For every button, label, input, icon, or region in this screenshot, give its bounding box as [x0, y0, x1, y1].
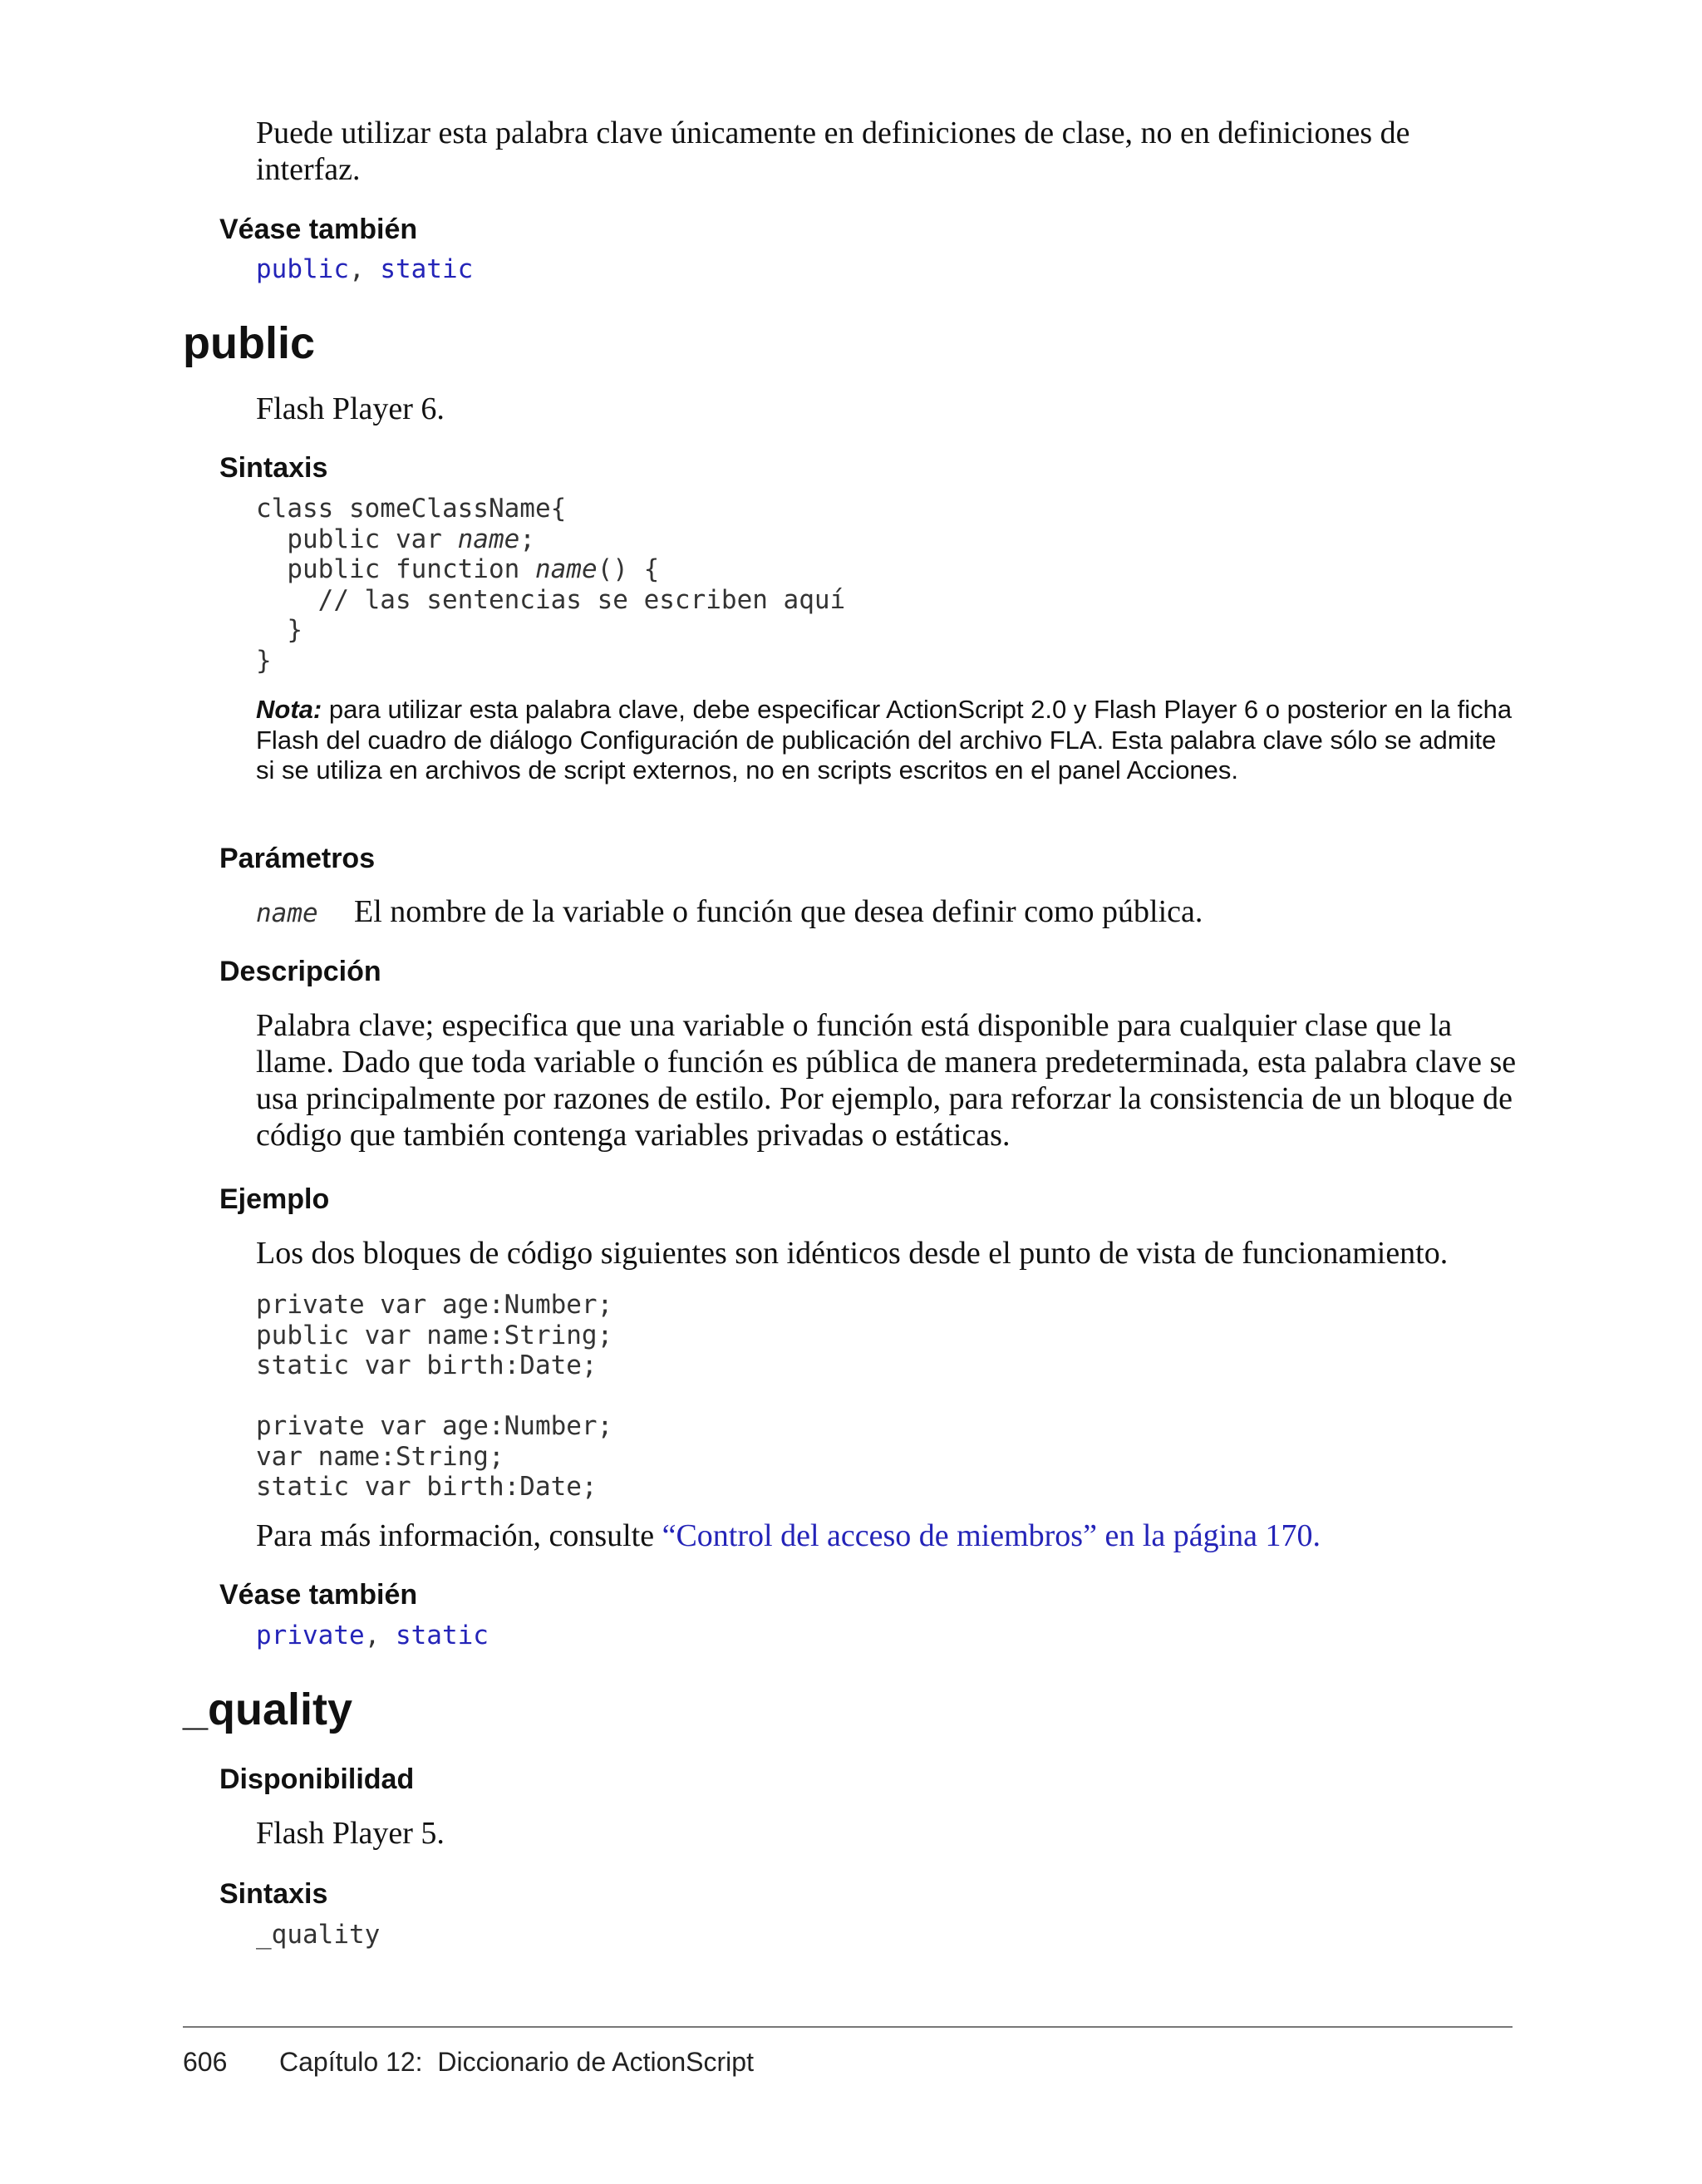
see-also-heading-2: Véase también — [219, 1579, 418, 1611]
public-syntax-code — [256, 494, 845, 676]
quality-syntax-code: _quality — [256, 1920, 381, 1950]
more-info-link[interactable]: “Control del acceso de miembros” en la página 170 — [662, 1518, 1313, 1553]
see-also-separator: , — [348, 254, 381, 284]
code-line: public function name() { — [256, 554, 660, 584]
description-heading: Descripción — [219, 956, 381, 987]
note-label: Nota: — [256, 695, 322, 724]
description-paragraph: Palabra clave; especifica que una variable o función está disponible para cualquier clase que la llame. Dado que toda variable o función es pública de manera predeterminada, esta palabra clave se usa principalmente por razones de estilo. Por ejemplo, para reforzar la consistencia de un bloque de código que también contenga variables privadas o estáticas. — [256, 1008, 1517, 1153]
more-info-paragraph — [256, 1517, 1519, 1554]
quality-availability: Flash Player 5. — [256, 1816, 445, 1851]
note-text: para utilizar esta palabra clave, debe especificar ActionScript 2.0 y Flash Player 6 o posterior en la ficha Flash del cuadro de diálogo Configuración de publicación del archivo FLA. Esta palabra clave sólo se admite si se utiliza en archivos de script externos, no en scripts escritos en el panel Acciones. — [256, 695, 1513, 785]
public-availability: Flash Player 6. — [256, 391, 445, 426]
example-heading: Ejemplo — [219, 1183, 330, 1215]
note-paragraph — [256, 695, 1519, 786]
footer-rule — [183, 2026, 1513, 2028]
link-static[interactable]: static — [380, 254, 474, 284]
see-also-heading-1: Véase también — [219, 214, 418, 245]
section-title-quality: _quality — [183, 1685, 353, 1734]
code-param-name: name — [457, 524, 520, 554]
intro-paragraph: Puede utilizar esta palabra clave únicamente en definiciones de clase, no en definiciones de interfaz. — [256, 116, 1410, 187]
example-code-block-1: private var age:Number; public var name:String; static var birth:Date; — [256, 1290, 613, 1380]
see-also-links-1 — [256, 254, 473, 284]
example-intro: Los dos bloques de código siguientes son idénticos desde el punto de vista de funcionamiento. — [256, 1236, 1449, 1271]
chapter-title: Capítulo 12: Diccionario de ActionScript — [279, 2047, 754, 2077]
parameter-description: El nombre de la variable o función que desea definir como pública. — [354, 894, 1203, 929]
parameter-name: name — [256, 898, 318, 928]
link-public[interactable]: public — [256, 254, 349, 284]
code-line: // las sentencias se escriben aquí — [256, 584, 846, 615]
see-also-separator: , — [364, 1621, 396, 1650]
quality-syntax-heading: Sintaxis — [219, 1878, 328, 1910]
code-line: class someClassName{ — [256, 494, 567, 524]
code-param-name: name — [534, 554, 598, 584]
more-info-prefix: Para más información, consulte — [256, 1518, 662, 1553]
link-private[interactable]: private — [256, 1621, 365, 1650]
page-number: 606 — [183, 2047, 228, 2077]
link-static[interactable]: static — [395, 1621, 489, 1650]
availability-heading: Disponibilidad — [219, 1763, 415, 1795]
public-syntax-heading: Sintaxis — [219, 452, 328, 484]
section-title-public: public — [183, 318, 315, 368]
code-line: public var name; — [256, 524, 535, 554]
parameters-heading: Parámetros — [219, 843, 376, 874]
code-line: } — [256, 645, 272, 676]
more-info-suffix: . — [1312, 1518, 1321, 1553]
code-line: } — [256, 615, 303, 645]
example-code-block-2: private var age:Number; var name:String; static var birth:Date; — [256, 1411, 613, 1502]
see-also-links-2 — [256, 1621, 489, 1650]
